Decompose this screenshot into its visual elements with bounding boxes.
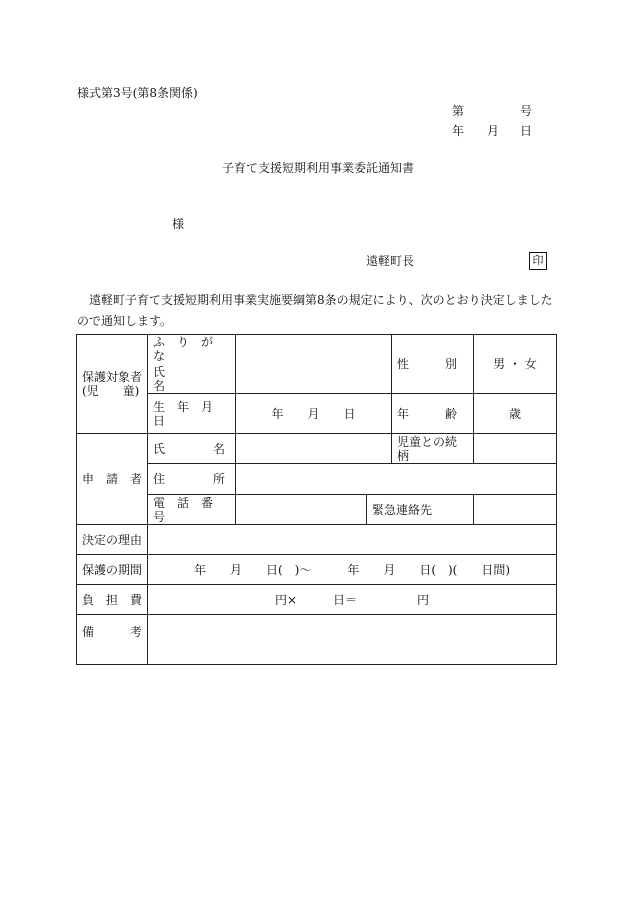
doc-number-suffix: 号 <box>520 104 533 118</box>
date-month: 月 <box>487 124 500 138</box>
phone-label: 電 話 番 号 <box>148 495 236 525</box>
address-label: 住 所 <box>148 464 236 495</box>
seal-mark: 印 <box>529 252 547 270</box>
child-section-cell <box>77 335 148 434</box>
cost-label: 負 担 費 <box>77 585 148 615</box>
document-title: 子育て支援短期利用事業委託通知書 <box>222 161 415 175</box>
form-number: 様式第3号(第8条関係) <box>77 86 198 100</box>
emergency-label: 緊急連絡先 <box>367 495 474 525</box>
applicant-name-label: 氏 名 <box>148 434 236 464</box>
gender-label: 性 別 <box>392 335 474 394</box>
emergency-field[interactable] <box>474 495 557 525</box>
reason-field[interactable] <box>148 525 557 555</box>
address-field[interactable] <box>236 464 557 495</box>
birthdate-field[interactable]: 年 月 日 <box>236 394 392 434</box>
date-year: 年 <box>452 124 465 138</box>
remarks-label: 備 考 <box>77 615 148 665</box>
gender-options[interactable]: 男 ・ 女 <box>474 335 557 394</box>
furigana-label: ふ り が な <box>153 335 226 363</box>
child-section-label: 保護対象者 <box>82 370 143 384</box>
age-field[interactable]: 歳 <box>474 394 557 434</box>
phone-field[interactable] <box>236 495 367 525</box>
form-table <box>76 334 557 665</box>
issuer: 遠軽町長 <box>366 254 415 268</box>
relationship-label: 児童との続柄 <box>392 434 474 464</box>
applicant-section-label: 申 請 者 <box>77 434 148 525</box>
reason-label: 決定の理由 <box>77 525 148 555</box>
age-label: 年 齢 <box>392 394 474 434</box>
period-label: 保護の期間 <box>77 555 148 585</box>
child-name-field[interactable] <box>236 335 392 394</box>
birthdate-label: 生 年 月 日 <box>148 394 236 434</box>
name-label-cell <box>148 335 236 394</box>
child-section-sub: (児 童) <box>82 384 140 398</box>
body-text: 遠軽町子育て支援短期利用事業実施要綱第8条の規定により、次のとおり決定しましたので通知します。 <box>77 293 553 328</box>
doc-number-prefix: 第 <box>452 104 465 118</box>
applicant-name-field[interactable] <box>236 434 392 464</box>
child-name-label: 氏 名 <box>153 365 226 393</box>
relationship-field[interactable] <box>474 434 557 464</box>
addressee-suffix: 様 <box>172 217 185 231</box>
cost-field[interactable]: 円× 日＝ 円 <box>148 585 557 615</box>
date-day: 日 <box>520 124 533 138</box>
period-field[interactable]: 年 月 日( )～ 年 月 日( )( 日間) <box>148 555 557 585</box>
remarks-field[interactable] <box>148 615 557 665</box>
